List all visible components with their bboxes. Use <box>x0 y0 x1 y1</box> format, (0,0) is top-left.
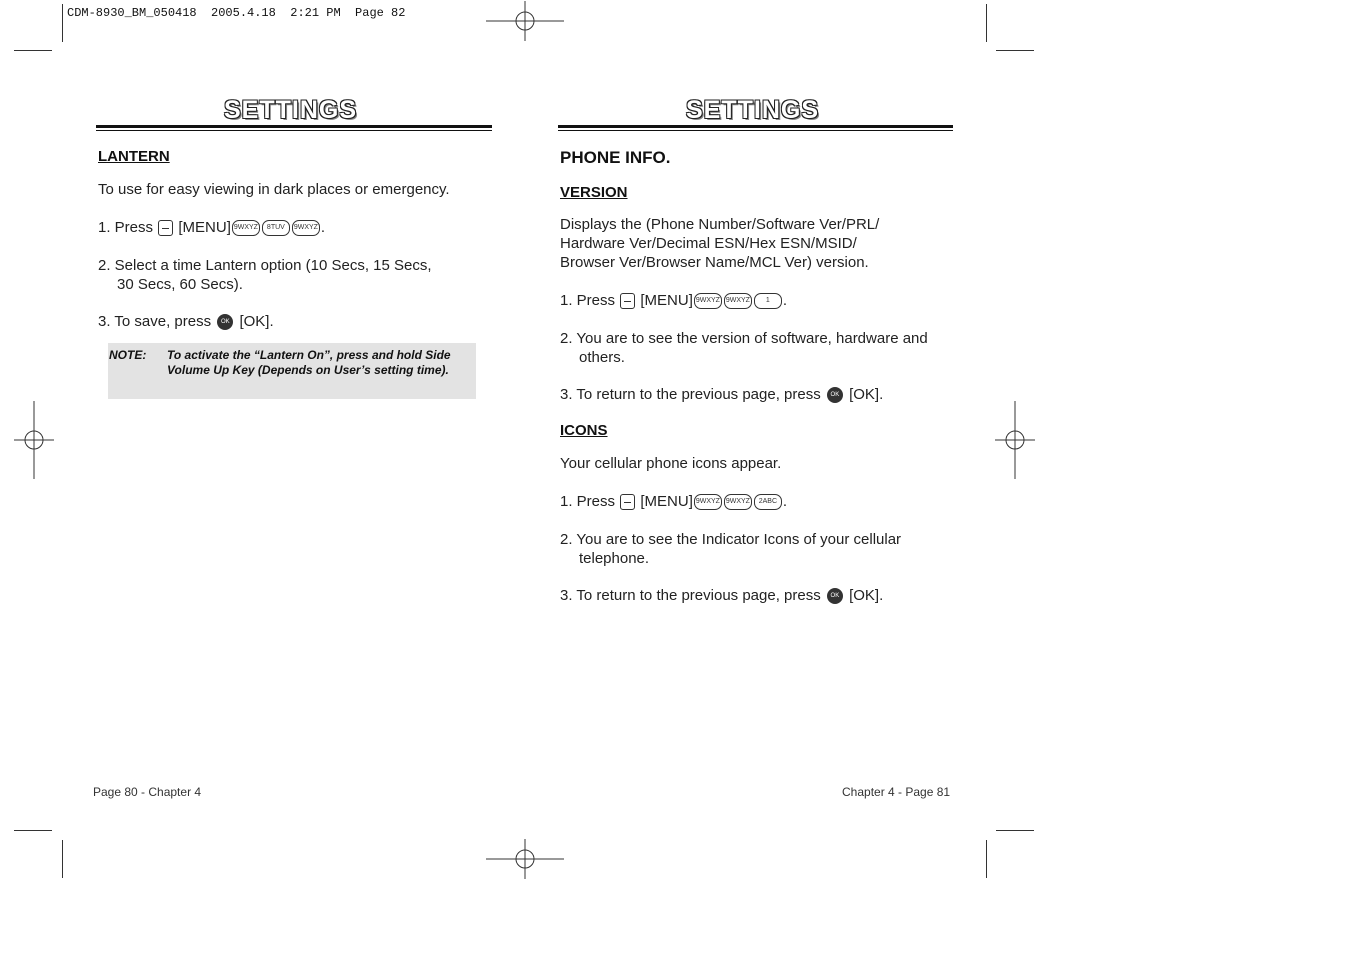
phone-info-heading: PHONE INFO. <box>560 148 671 167</box>
section-heading-version: VERSION <box>560 184 628 201</box>
key-9-icon: 9WXYZ <box>292 220 320 236</box>
key-9-icon: 9WXYZ <box>724 293 752 309</box>
page-footer-left: Page 80 - Chapter 4 <box>93 785 202 799</box>
version-intro: Displays the (Phone Number/Software Ver/PRL/ Hardware Ver/Decimal ESN/Hex ESN/MSID/ Browser Ver/Browser Name/MCL Ver) version. <box>560 216 880 271</box>
title-rule <box>558 125 953 128</box>
section-heading-lantern: LANTERN <box>98 148 170 165</box>
note-box <box>108 343 476 399</box>
menu-soft-key-icon <box>158 220 173 236</box>
menu-soft-key-icon <box>620 494 635 510</box>
lantern-intro: To use for easy viewing in dark places or emergency. <box>98 181 450 198</box>
menu-soft-key-icon <box>620 293 635 309</box>
key-9-icon: 9WXYZ <box>724 494 752 510</box>
note-label: NOTE: <box>109 348 147 362</box>
lantern-step-3: 3. To save, press OK [OK]. <box>98 313 274 330</box>
page-title: SETTINGS <box>686 96 820 124</box>
page-footer-right: Chapter 4 - Page 81 <box>842 785 951 799</box>
key-9-icon: 9WXYZ <box>694 293 722 309</box>
title-rule <box>96 125 492 128</box>
registration-mark-left <box>14 401 54 479</box>
section-heading-icons: ICONS <box>560 422 608 439</box>
note-text: To activate the “Lantern On”, press and hold Side Volume Up Key (Depends on User’s setting time). <box>167 348 451 377</box>
version-step-2: 2. You are to see the version of software, hardware and others. <box>560 330 928 366</box>
registration-mark-right <box>995 401 1035 479</box>
key-8-icon: 8TUV <box>262 220 290 236</box>
key-1-icon: 1 <box>754 293 782 309</box>
icons-step-3: 3. To return to the previous page, press OK [OK]. <box>560 587 884 604</box>
icons-step-1: 1. Press [MENU] 9WXYZ 9WXYZ 2ABC . <box>560 493 788 510</box>
page-title: SETTINGS <box>224 96 358 124</box>
registration-mark-top <box>486 1 564 41</box>
ok-key-icon: OK <box>827 588 843 604</box>
print-slug: CDM-8930_BM_050418 2005.4.18 2:21 PM Page 82 <box>67 6 406 20</box>
key-9-icon: 9WXYZ <box>694 494 722 510</box>
ok-key-icon: OK <box>827 387 843 403</box>
icons-step-2: 2. You are to see the Indicator Icons of your cellular telephone. <box>560 531 902 567</box>
key-9-icon: 9WXYZ <box>232 220 260 236</box>
registration-mark-bottom <box>486 839 564 879</box>
icons-intro: Your cellular phone icons appear. <box>560 455 782 472</box>
lantern-step-1: 1. Press [MENU] 9WXYZ 8TUV 9WXYZ . <box>98 219 326 236</box>
key-2-icon: 2ABC <box>754 494 782 510</box>
version-step-3: 3. To return to the previous page, press OK [OK]. <box>560 386 884 403</box>
ok-key-icon: OK <box>217 314 233 330</box>
version-step-1: 1. Press [MENU] 9WXYZ 9WXYZ 1 . <box>560 292 788 309</box>
lantern-step-2: 2. Select a time Lantern option (10 Secs, 15 Secs, 30 Secs, 60 Secs). <box>98 257 432 293</box>
